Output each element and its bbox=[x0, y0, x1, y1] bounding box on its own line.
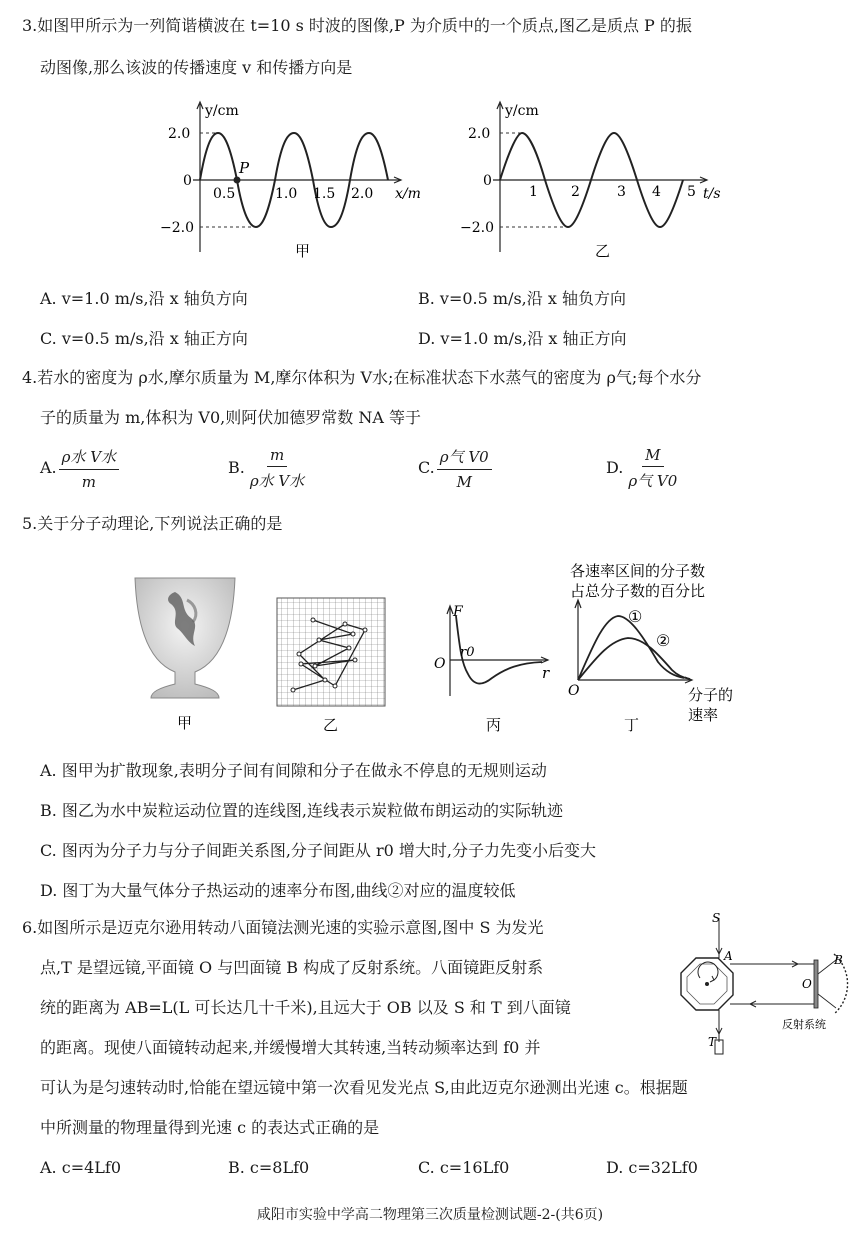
q4-b-fraction: $\frac{m}{\text{ρ水 V水}}$ bbox=[249, 446, 305, 490]
q6-line1: 6.如图所示是迈克尔逊用转动八面镜法测光速的实验示意图,图中 S 为发光 bbox=[22, 918, 544, 937]
q3-wave-graph bbox=[155, 92, 445, 262]
brownian-caption: 乙 bbox=[323, 716, 339, 734]
q3-option-d[interactable]: D. v=1.0 m/s,沿 x 轴正方向 bbox=[418, 329, 627, 348]
vib-caption: 乙 bbox=[595, 242, 611, 260]
q4-option-b[interactable]: B. $\frac{m}{\text{ρ水 V水}}$ bbox=[228, 446, 307, 491]
q6-line4: 的距离。现使八面镜转动起来,并缓慢增大其转速,当转动频率达到 f0 并 bbox=[40, 1038, 541, 1057]
q6-option-d[interactable]: D. c=32Lf0 bbox=[606, 1158, 698, 1177]
q4-line1: 4.若水的密度为 ρ水,摩尔质量为 M,摩尔体积为 V水;在标准状态下水蒸气的密度为 ρ气;每个水分 bbox=[22, 368, 702, 387]
q4-option-a[interactable]: A. $\frac{\text{ρ水 V水}}{m}$ bbox=[40, 446, 119, 491]
q3-line1: 3.如图甲所示为一列简谐横波在 t=10 s 时波的图像,P 为介质中的一个质点,图乙是质点 P 的振 bbox=[22, 16, 692, 35]
q6-option-b[interactable]: B. c=8Lf0 bbox=[228, 1158, 310, 1177]
force-origin: O bbox=[434, 656, 446, 672]
q5-option-d[interactable]: D. 图丁为大量气体分子热运动的速率分布图,曲线②对应的温度较低 bbox=[40, 881, 516, 900]
q5-option-a[interactable]: A. 图甲为扩散现象,表明分子间有间隙和分子在做永不停息的无规则运动 bbox=[40, 761, 547, 780]
vib-tick: 5 bbox=[687, 184, 696, 200]
q5-line1: 5.关于分子动理论,下列说法正确的是 bbox=[22, 514, 283, 533]
wave-p-label: P bbox=[239, 159, 250, 177]
force-xlabel: r bbox=[542, 664, 550, 682]
force-r0: r0 bbox=[460, 645, 475, 660]
q6-line3: 统的距离为 AB=L(L 可长达几十千米),且远大于 OB 以及 S 和 T 到八面镜 bbox=[40, 998, 571, 1017]
q3-option-c[interactable]: C. v=0.5 m/s,沿 x 轴正方向 bbox=[40, 329, 248, 348]
dist-xlabel1: 分子的 bbox=[688, 686, 734, 704]
q5-glass-figure bbox=[125, 570, 245, 740]
q6-line2: 点,T 是望远镜,平面镜 O 与凹面镜 B 构成了反射系统。八面镜距反射系 bbox=[40, 958, 544, 977]
plane-mirror-icon bbox=[814, 960, 818, 1008]
dist-title1: 各速率区间的分子数 bbox=[570, 562, 706, 580]
wave-caption: 甲 bbox=[295, 242, 311, 260]
label-s: S bbox=[712, 912, 721, 925]
wave-tick: 0.5 bbox=[213, 186, 236, 202]
vib-tick: 2 bbox=[571, 184, 580, 200]
wave-ypos: 2.0 bbox=[168, 126, 191, 142]
wave-xlabel: x/m bbox=[395, 186, 421, 202]
label-t: T bbox=[708, 1035, 717, 1049]
glass-icon bbox=[135, 578, 235, 698]
dist-title2: 占总分子数的百分比 bbox=[570, 582, 706, 600]
page-footer: 咸阳市实验中学高二物理第三次质量检测试题-2-(共6页) bbox=[256, 1207, 604, 1223]
wave-yneg: −2.0 bbox=[160, 220, 194, 236]
wave-tick: 1.5 bbox=[313, 186, 336, 202]
wave-origin: 0 bbox=[183, 173, 192, 189]
vib-origin: 0 bbox=[483, 173, 492, 189]
force-caption: 丙 bbox=[486, 716, 502, 734]
q6-line5: 可认为是匀速转动时,恰能在望远镜中第一次看见发光点 S,由此迈克尔逊测出光速 c。根据题 bbox=[40, 1078, 688, 1097]
telescope-icon bbox=[715, 1040, 723, 1054]
q5-brownian-figure bbox=[275, 596, 390, 740]
vib-ypos: 2.0 bbox=[468, 126, 491, 142]
q6-michelson-figure bbox=[672, 912, 852, 1062]
q3-option-b[interactable]: B. v=0.5 m/s,沿 x 轴负方向 bbox=[418, 289, 626, 308]
vib-xlabel: t/s bbox=[703, 186, 721, 202]
label-o: O bbox=[802, 977, 812, 991]
q5-force-figure bbox=[420, 596, 560, 740]
q4-a-fraction: $\frac{\text{ρ水 V水}}{m}$ bbox=[59, 446, 119, 491]
wave-point-p bbox=[234, 177, 241, 184]
q5-option-b[interactable]: B. 图乙为水中炭粒运动位置的连线图,连线表示炭粒做布朗运动的实际轨迹 bbox=[40, 801, 564, 820]
q5-distribution-figure bbox=[562, 558, 757, 740]
label-b: B bbox=[834, 953, 843, 967]
dist-caption: 丁 bbox=[624, 716, 640, 734]
wave-tick: 1.0 bbox=[275, 186, 298, 202]
vib-tick: 4 bbox=[652, 184, 661, 200]
q6-option-a[interactable]: A. c=4Lf0 bbox=[40, 1158, 121, 1177]
wave-tick: 2.0 bbox=[351, 186, 374, 202]
q6-option-c[interactable]: C. c=16Lf0 bbox=[418, 1158, 510, 1177]
vib-ylabel: y/cm bbox=[505, 103, 539, 119]
q4-c-fraction: $\frac{\text{ρ气 V0}}{M}$ bbox=[437, 446, 492, 491]
q3-vibration-graph bbox=[455, 92, 745, 262]
vib-tick: 1 bbox=[529, 184, 538, 200]
q3-option-a[interactable]: A. v=1.0 m/s,沿 x 轴负方向 bbox=[40, 289, 248, 308]
dist-xlabel2: 速率 bbox=[688, 706, 719, 724]
curve2-label: ② bbox=[656, 631, 671, 650]
curve1-label: ① bbox=[628, 607, 643, 626]
vib-tick: 3 bbox=[617, 184, 626, 200]
q6-line6: 中所测量的物理量得到光速 c 的表达式正确的是 bbox=[40, 1118, 380, 1137]
wave-ylabel: y/cm bbox=[205, 103, 239, 119]
q4-line2: 子的质量为 m,体积为 V0,则阿伏加德罗常数 NA 等于 bbox=[40, 408, 421, 427]
glass-caption: 甲 bbox=[177, 714, 193, 732]
label-a: A bbox=[724, 949, 733, 963]
q4-option-c[interactable]: C. $\frac{\text{ρ气 V0}}{M}$ bbox=[418, 446, 492, 491]
force-ylabel: F bbox=[453, 604, 463, 620]
q4-option-d[interactable]: D. $\frac{M}{\text{ρ气 V0}}$ bbox=[606, 446, 680, 491]
vib-yneg: −2.0 bbox=[460, 220, 494, 236]
q4-d-fraction: $\frac{M}{\text{ρ气 V0}}$ bbox=[628, 446, 678, 490]
label-system: 反射系统 bbox=[782, 1018, 826, 1031]
dist-origin: O bbox=[568, 683, 580, 699]
q3-line2: 动图像,那么该波的传播速度 v 和传播方向是 bbox=[40, 58, 353, 77]
q5-option-c[interactable]: C. 图丙为分子力与分子间距关系图,分子间距从 r0 增大时,分子力先变小后变大 bbox=[40, 841, 597, 860]
